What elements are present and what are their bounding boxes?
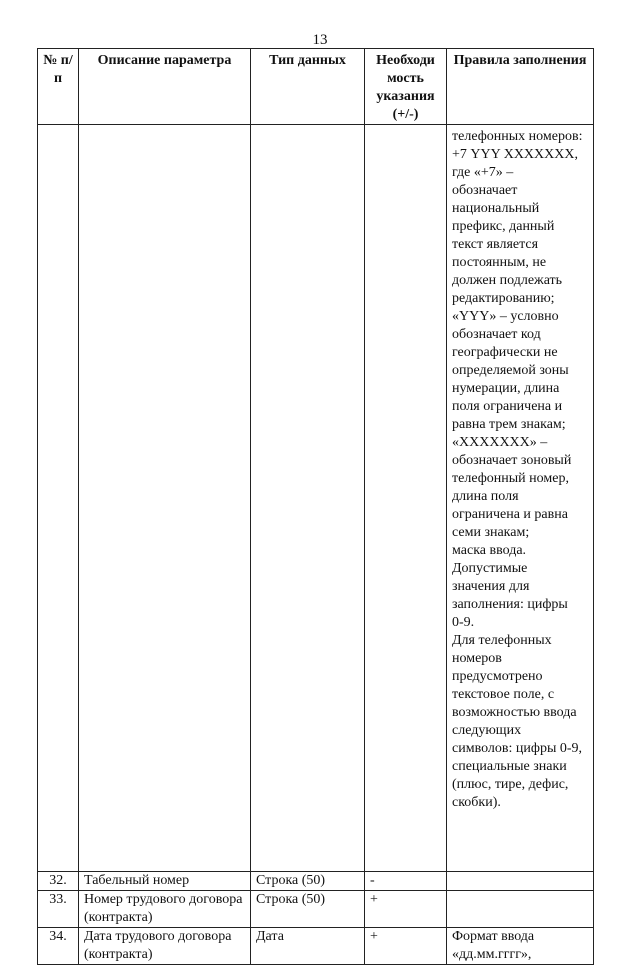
cell-rules [447, 125, 594, 872]
header-data-type: Тип данных [251, 49, 365, 125]
cell-num: 32. [38, 872, 79, 891]
header-required: Необходи мость указания (+/-) [365, 49, 447, 125]
cell-data-type: Дата [251, 928, 365, 965]
table-row [38, 928, 594, 965]
parameters-table [37, 48, 594, 965]
cell-rules [447, 891, 594, 928]
cell-required: + [365, 891, 447, 928]
cell-num: 33. [38, 891, 79, 928]
table-row [38, 872, 594, 891]
cell-description: Номер трудового договора (контракта) [79, 891, 251, 928]
header-description: Описание параметра [79, 49, 251, 125]
cell-data-type: Строка (50) [251, 872, 365, 891]
cell-rules: Формат ввода «дд.мм.гггг», [447, 928, 594, 965]
table-row [38, 891, 594, 928]
cell-description: Дата трудового договора (контракта) [79, 928, 251, 965]
header-num: № п/п [38, 49, 79, 125]
cell-description [79, 125, 251, 872]
cell-data-type [251, 125, 365, 872]
cell-rules [447, 872, 594, 891]
cell-num: 34. [38, 928, 79, 965]
page-number: 13 [312, 32, 328, 48]
cell-required [365, 125, 447, 872]
cell-num [38, 125, 79, 872]
cell-required: + [365, 928, 447, 965]
cell-required: - [365, 872, 447, 891]
cell-data-type: Строка (50) [251, 891, 365, 928]
continuation-rules-text: телефонных номеров: +7 YYY XXXXXXX, где «+7» – обозначает национальный префикс, данный текст является постоянным, не должен подлежать редактированию; «YYY» – условно обозначает код географически не определяемой зоны нумерации, длина поля ограничена и равна трем знакам; «XXXXXXX» – обозначает зоновый телефонный номер, длина поля ограничена и равна семи знакам; маска ввода. Допустимые значения для заполнения: цифры 0-9. Для телефонных номеров предусмотрено текстовое поле, с возможностью ввода следующих символов: цифры 0-9, специальные знаки (плюс, тире, дефис, скобки). [452, 129, 583, 810]
table-row-continuation [38, 125, 594, 872]
table-header-row [38, 49, 594, 125]
header-rules: Правила заполнения [447, 49, 594, 125]
cell-description: Табельный номер [79, 872, 251, 891]
